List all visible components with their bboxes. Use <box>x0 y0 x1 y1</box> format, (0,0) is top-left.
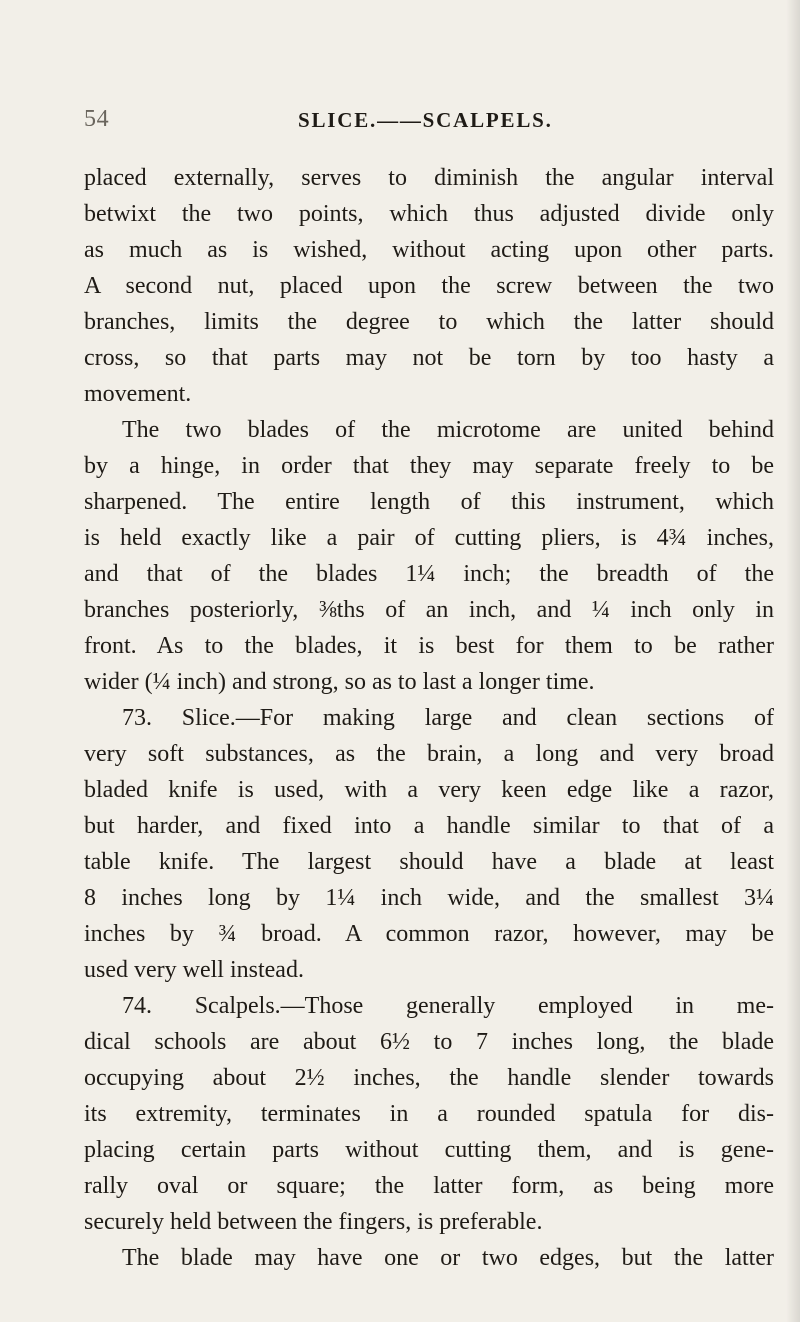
text-line: 74. Scalpels.—Those generally employed in me- <box>122 993 774 1019</box>
text-line: placing certain parts without cutting them, and is gene- <box>84 1137 774 1163</box>
text-line: betwixt the two points, which thus adjusted divide only <box>84 201 774 227</box>
text-line: branches posteriorly, ⅜ths of an inch, and ¼ inch only in <box>84 597 774 623</box>
text-line: The two blades of the microtome are united behind <box>122 417 774 443</box>
text-line: placed externally, serves to diminish the angular interval <box>84 165 774 191</box>
text-line: wider (¼ inch) and strong, so as to last a longer time. <box>84 669 595 695</box>
text-line: The blade may have one or two edges, but the latter <box>122 1245 774 1271</box>
page-edge-shadow <box>786 0 800 1322</box>
text-line: branches, limits the degree to which the latter should <box>84 309 774 335</box>
text-line: by a hinge, in order that they may separate freely to be <box>84 453 774 479</box>
page-header <box>84 106 764 142</box>
text-line: and that of the blades 1¼ inch; the breadth of the <box>84 561 774 587</box>
text-line: occupying about 2½ inches, the handle slender towards <box>84 1065 774 1091</box>
text-line: bladed knife is used, with a very keen edge like a razor, <box>84 777 774 803</box>
page-number: 54 <box>84 106 110 132</box>
running-head: SLICE.——SCALPELS. <box>298 108 553 132</box>
text-line: but harder, and fixed into a handle similar to that of a <box>84 813 774 839</box>
text-line: movement. <box>84 381 192 407</box>
text-line: securely held between the fingers, is preferable. <box>84 1209 543 1235</box>
text-line: very soft substances, as the brain, a long and very broad <box>84 741 774 767</box>
text-line: rally oval or square; the latter form, as being more <box>84 1173 774 1199</box>
text-line: 8 inches long by 1¼ inch wide, and the smallest 3¼ <box>84 885 774 911</box>
text-line: front. As to the blades, it is best for them to be rather <box>84 633 774 659</box>
text-line: inches by ¾ broad. A common razor, however, may be <box>84 921 774 947</box>
text-line: used very well instead. <box>84 957 304 983</box>
text-line: table knife. The largest should have a blade at least <box>84 849 774 875</box>
text-line: A second nut, placed upon the screw between the two <box>84 273 774 299</box>
text-line: dical schools are about 6½ to 7 inches long, the blade <box>84 1029 774 1055</box>
text-line: sharpened. The entire length of this instrument, which <box>84 489 774 515</box>
body-text <box>84 160 774 1276</box>
text-line: its extremity, terminates in a rounded spatula for dis- <box>84 1101 774 1127</box>
text-line: cross, so that parts may not be torn by too hasty a <box>84 345 774 371</box>
text-line: is held exactly like a pair of cutting pliers, is 4¾ inches, <box>84 525 774 551</box>
text-line: 73. Slice.—For making large and clean sections of <box>122 705 774 731</box>
text-line: as much as is wished, without acting upon other parts. <box>84 237 774 263</box>
